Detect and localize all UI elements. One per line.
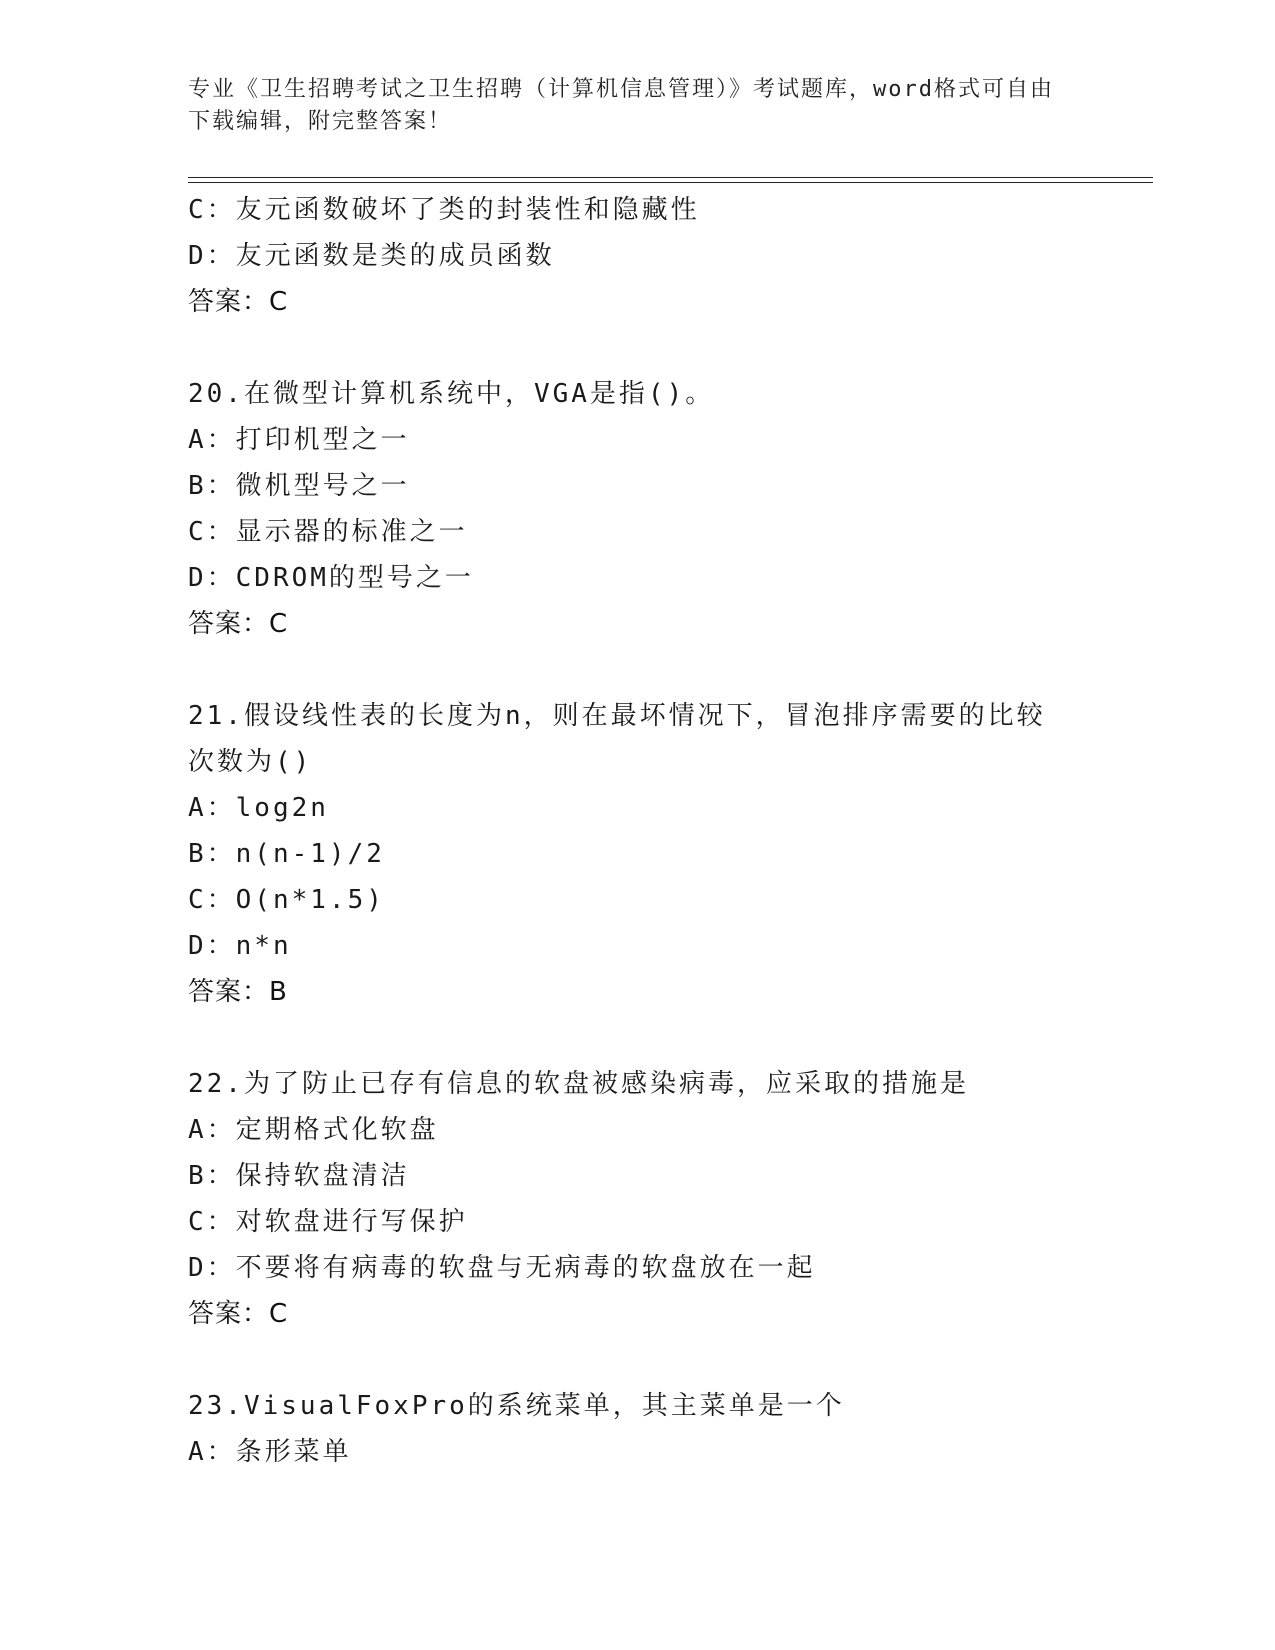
option-d: D：友元函数是类的成员函数 bbox=[188, 241, 555, 271]
option-a: A：log2n bbox=[188, 793, 329, 823]
question-list bbox=[188, 187, 1088, 1475]
question-20 bbox=[188, 371, 1068, 647]
option-a: A：打印机型之一 bbox=[188, 425, 410, 455]
question-23 bbox=[188, 1383, 1068, 1475]
option-c: C：对软盘进行写保护 bbox=[188, 1207, 468, 1237]
spacer bbox=[188, 1015, 1088, 1061]
option-d: D：n*n bbox=[188, 931, 292, 961]
option-c: C：O(n*1.5) bbox=[188, 885, 385, 915]
question-21 bbox=[188, 693, 1068, 1015]
header-divider-top bbox=[188, 177, 1153, 178]
answer-label: 答案：C bbox=[188, 1299, 289, 1329]
answer-label: 答案：C bbox=[188, 287, 289, 317]
question-stem: 21.假设线性表的长度为n，则在最坏情况下，冒泡排序需要的比较次数为() bbox=[188, 701, 1046, 777]
option-a: A：定期格式化软盘 bbox=[188, 1115, 439, 1145]
option-b: B：n(n-1)/2 bbox=[188, 839, 385, 869]
question-22 bbox=[188, 1061, 1068, 1337]
option-a: A：条形菜单 bbox=[188, 1437, 352, 1467]
question-19-continued bbox=[188, 187, 1068, 325]
question-stem: 23.VisualFoxPro的系统菜单，其主菜单是一个 bbox=[188, 1391, 845, 1421]
option-d: D：CDROM的型号之一 bbox=[188, 563, 474, 593]
spacer bbox=[188, 1337, 1088, 1383]
header-divider-bottom bbox=[188, 182, 1153, 183]
option-d: D：不要将有病毒的软盘与无病毒的软盘放在一起 bbox=[188, 1253, 816, 1283]
option-b: B：保持软盘清洁 bbox=[188, 1161, 410, 1191]
question-stem: 22.为了防止已存有信息的软盘被感染病毒，应采取的措施是 bbox=[188, 1069, 969, 1099]
option-c: C：显示器的标准之一 bbox=[188, 517, 468, 547]
option-c: C：友元函数破坏了类的封装性和隐藏性 bbox=[188, 195, 700, 225]
answer-label: 答案：C bbox=[188, 609, 289, 639]
spacer bbox=[188, 647, 1088, 693]
question-stem: 20.在微型计算机系统中，VGA是指()。 bbox=[188, 379, 715, 409]
answer-label: 答案：B bbox=[188, 977, 288, 1007]
option-b: B：微机型号之一 bbox=[188, 471, 410, 501]
spacer bbox=[188, 325, 1088, 371]
document-header: 专业《卫生招聘考试之卫生招聘（计算机信息管理）》考试题库，word格式可自由下载编辑，附完整答案！ bbox=[188, 77, 1054, 134]
